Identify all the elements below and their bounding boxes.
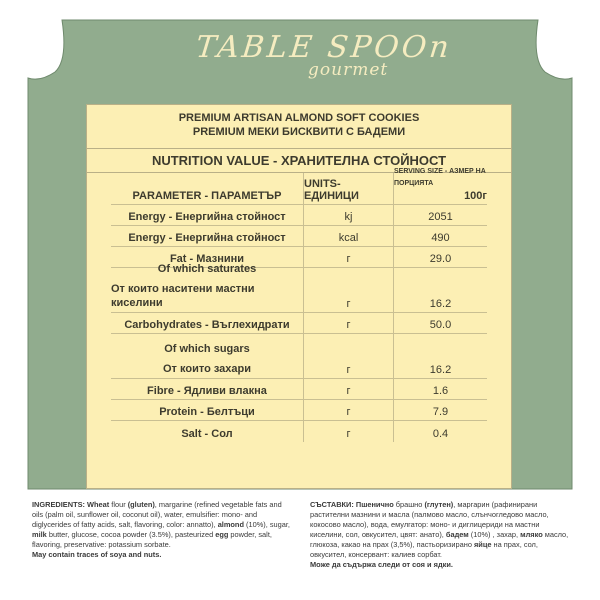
- brand-logo-sub: gourmet: [308, 60, 389, 80]
- row-unit: kj: [303, 205, 393, 225]
- row-value: 1.6: [393, 379, 487, 399]
- table-row: [111, 379, 487, 400]
- table-row: [111, 226, 487, 247]
- row-value: 2051: [393, 205, 487, 225]
- product-title-bg: PREMIUM МЕКИ БИСКВИТИ С БАДЕМИ: [192, 126, 406, 138]
- nutrition-table: [111, 168, 487, 442]
- row-value: 490: [393, 226, 487, 246]
- header-serving: [393, 168, 487, 204]
- row-unit: kcal: [303, 226, 393, 246]
- row-parameter: Fat - Мазнини: [169, 253, 245, 265]
- ingredients-bg-text: Пшенично брашно (глутен), маргарин (рафинирани растителни мазнини и масла (палмово масло, слънчогледово масло, кокосово масло), вода, емулгатор: моно- и диглицериди на мастни киселини, сол, овкусител, цвят: анато), бадем (10%) , захар, мляко масло, глюкоза, какао на прах (3,5%), пастьоризирано яйце на прах, сол, овкусител, консервант: калиев сорбат.: [310, 500, 569, 559]
- row-value: 29.0: [393, 247, 487, 267]
- table-row: [111, 205, 487, 226]
- row-parameter: [111, 263, 303, 312]
- nutrition-heading: NUTRITION VALUE - ХРАНИТЕЛНА СТОЙНОСТ: [87, 148, 511, 173]
- ingredients-en-text: Wheat flour (gluten), margarine (refined vegetable fats and oils (palm oil, sunflower oil, coconut oil), water, emulsifier: mono- and diglycerides of fatty acids, salt, flavoring, color: annatto), almond (10%), sugar, milk butter, glucose, cocoa powder (3.5%), pasteurized egg powder, salt, flavoring, preservative: potassium sorbate.: [32, 500, 290, 549]
- row-parameter: Fibre - Ядливи влакна: [147, 385, 267, 397]
- table-row: [111, 313, 487, 334]
- ingredients-bg: [310, 500, 572, 570]
- row-value: 50.0: [393, 313, 487, 333]
- row-parameter: [111, 334, 303, 378]
- row-parameter-bg: От които наситени мастни киселини: [111, 283, 255, 309]
- ingredients-en-label: INGREDIENTS:: [32, 500, 85, 509]
- ingredients-en: [32, 500, 294, 560]
- header-parameter: PARAMETER - ПАРАМЕТЪР: [132, 190, 282, 202]
- row-unit: г: [303, 379, 393, 399]
- row-parameter: Energy - Енергийна стойност: [128, 211, 286, 223]
- row-unit: г: [303, 334, 393, 378]
- row-parameter-en: Of which saturates: [157, 263, 257, 275]
- ingredients-en-note: May contain traces of soya and nuts.: [32, 550, 162, 559]
- row-unit: г: [303, 400, 393, 420]
- table-row: [111, 334, 487, 379]
- row-value: 16.2: [393, 268, 487, 312]
- nutrition-panel: [86, 104, 512, 489]
- row-parameter: Energy - Енергийна стойност: [128, 232, 286, 244]
- row-parameter: Carbohydrates - Въглехидрати: [124, 319, 290, 331]
- product-title-en: PREMIUM ARTISAN ALMOND SOFT COOKIES: [178, 112, 420, 124]
- table-row: [111, 400, 487, 421]
- header-units: UNITS-ЕДИНИЦИ: [303, 173, 393, 204]
- brand-logo-main: TABLE SPOOn: [194, 30, 454, 65]
- table-row: [111, 263, 487, 313]
- ingredients-bg-label: СЪСТАВКИ:: [310, 500, 354, 509]
- row-parameter-bg: От които захари: [162, 363, 252, 375]
- row-parameter: Protein - Белтъци: [159, 406, 255, 418]
- header-serving-label: SERVING SIZE - АЗМЕР НА ПОРЦИЯТА: [394, 168, 486, 187]
- row-unit: г: [303, 268, 393, 312]
- row-unit: г: [303, 313, 393, 333]
- row-parameter-en: Of which sugars: [164, 343, 250, 355]
- table-row: [111, 421, 487, 442]
- row-unit: г: [303, 247, 393, 267]
- ingredients-bg-note: Може да съдържа следи от соя и ядки.: [310, 560, 453, 569]
- row-value: 16.2: [393, 334, 487, 378]
- product-title: [87, 105, 511, 148]
- row-parameter: Salt - Сол: [181, 428, 233, 440]
- row-value: 0.4: [393, 421, 487, 442]
- table-header-row: [111, 168, 487, 205]
- row-value: 7.9: [393, 400, 487, 420]
- header-serving-value: 100г: [464, 190, 487, 202]
- row-unit: г: [303, 421, 393, 442]
